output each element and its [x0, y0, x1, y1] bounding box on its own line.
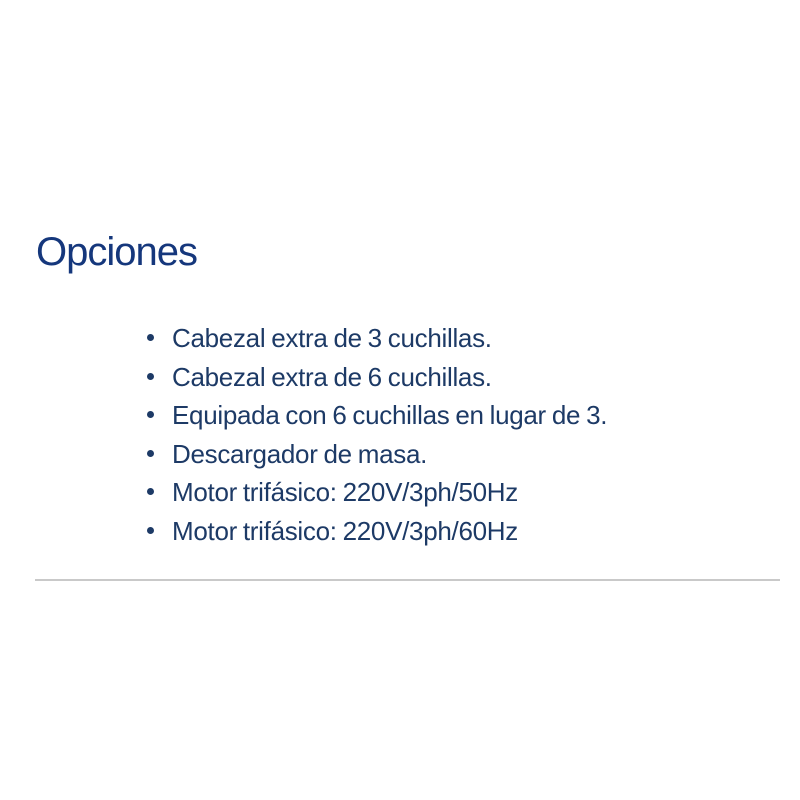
list-item: Cabezal extra de 6 cuchillas.: [0, 358, 800, 397]
list-item: Descargador de masa.: [0, 435, 800, 474]
list-item: Motor trifásico: 220V/3ph/60Hz: [0, 512, 800, 551]
section-title: Opciones: [36, 230, 197, 274]
list-item: Cabezal extra de 3 cuchillas.: [0, 319, 800, 358]
options-list: [0, 319, 800, 551]
list-item: Motor trifásico: 220V/3ph/50Hz: [0, 473, 800, 512]
list-item: Equipada con 6 cuchillas en lugar de 3.: [0, 396, 800, 435]
section-divider: [35, 579, 780, 581]
